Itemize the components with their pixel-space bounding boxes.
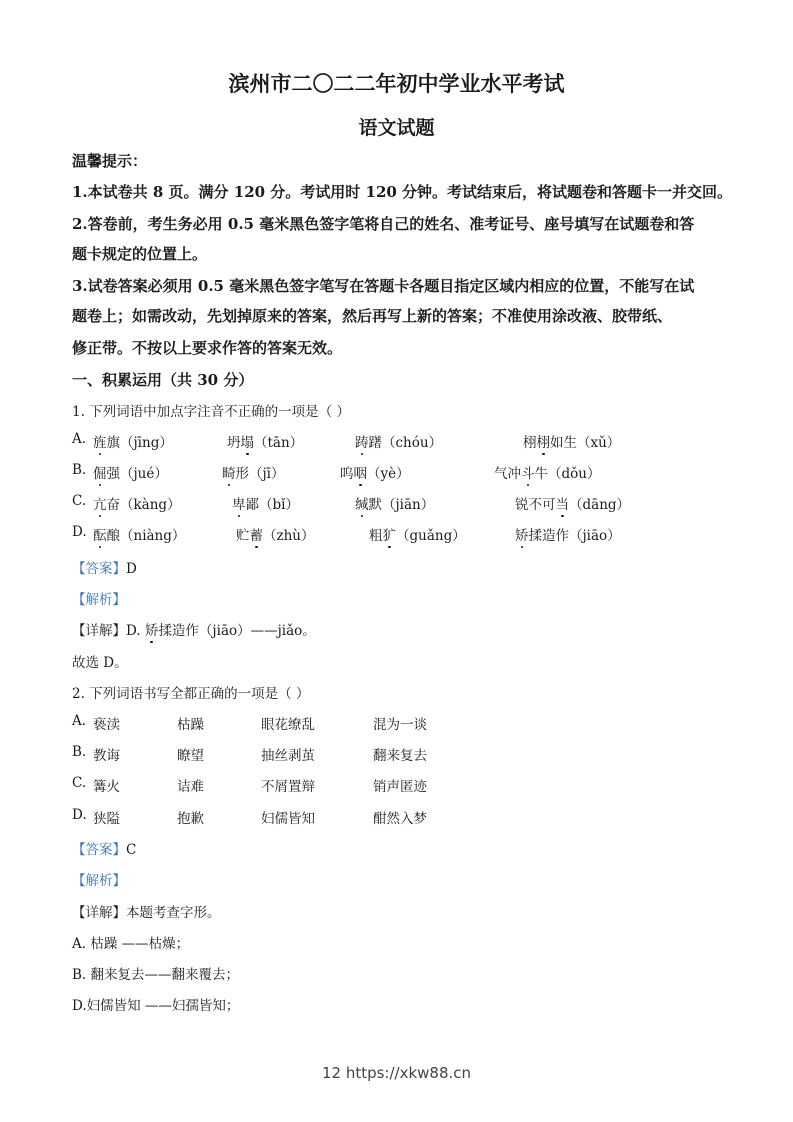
option-word: 销声匿迹: [373, 779, 427, 795]
option-item: 气冲斗牛（dǒu）: [494, 466, 601, 482]
option-word: 酣然入梦: [373, 811, 427, 827]
dotted-char: 蓄: [249, 528, 263, 544]
page-footer: 12 https://xkw88.cn: [321, 1064, 472, 1082]
notice-line-3a: 3.试卷答案必须用 0.5 毫米黑色签字笔写在答题卡各题目指定区域内相应的位置，不能写在试: [72, 277, 695, 295]
dotted-char: 亢: [93, 497, 107, 513]
notice-line-3c: 修正带。不按以上要求作答的答案无效。: [72, 339, 343, 357]
option-item: 锐不可当（dāng）: [515, 497, 631, 513]
notice-line-2a: 2.答卷前，考生务必用 0.5 毫米黑色签字笔将自己的姓名、准考证号、座号填写在试题卷和答: [72, 215, 695, 233]
option-item: 亢奋（kàng）: [93, 497, 181, 513]
exam-subtitle: 语文试题: [358, 117, 435, 139]
option-word: 抱歉: [177, 811, 204, 827]
option-letter: C.: [72, 775, 87, 791]
answer-value: C: [126, 842, 137, 858]
option-letter: D.: [72, 524, 87, 540]
option-word: 教诲: [93, 748, 120, 764]
option-letter: B.: [72, 462, 87, 478]
question-2-analysis-tag: 【解析】: [72, 873, 126, 889]
option-word: 瞭望: [177, 748, 204, 764]
dotted-char: 倔: [93, 466, 107, 482]
dotted-char: 畸: [222, 466, 236, 482]
option-word: 狭隘: [93, 811, 120, 827]
option-letter: A.: [72, 431, 87, 447]
option-word: 混为一谈: [373, 717, 427, 733]
question-2-fix-d: D.妇儒皆知 ——妇孺皆知；: [72, 998, 240, 1014]
dotted-char: 栩: [536, 435, 550, 451]
option-letter: B.: [72, 744, 87, 760]
option-letter: A.: [72, 713, 87, 729]
question-2-fix-b: B. 翻来复去——翻来覆去；: [72, 967, 240, 983]
option-item: 粗犷（guǎng）: [369, 528, 466, 544]
option-word: 妇儒皆知: [261, 811, 315, 827]
option-letter: D.: [72, 807, 87, 823]
question-2-detail: 【详解】本题考查字形。: [72, 905, 221, 921]
option-item: 倔强（jué）: [93, 466, 168, 482]
dotted-char: 旌: [93, 435, 107, 451]
notice-heading: 温馨提示：: [72, 152, 148, 170]
notice-line-1: 1.本试卷共 8 页。满分 120 分。考试用时 120 分钟。考试结束后，将试题卷和答题卡一并交回。: [72, 183, 733, 201]
dotted-char: 犷: [382, 528, 396, 544]
exam-title: 滨州市二〇二二年初中学业水平考试: [228, 71, 565, 96]
option-item: 坍塌（tān）: [227, 435, 304, 451]
question-1-answer: [72, 557, 137, 577]
dotted-char: 当: [555, 497, 569, 513]
option-item: 畸形（jī）: [222, 466, 285, 482]
answer-tag: 【答案】: [72, 842, 126, 858]
option-word: 眼花缭乱: [261, 717, 315, 733]
question-1-analysis-tag: 【解析】: [72, 592, 126, 608]
option-word: 诘难: [177, 779, 204, 795]
option-item: 旌旗（jīng）: [93, 435, 173, 451]
notice-line-3b: 题卷上；如需改动，先划掉原来的答案，然后再写上新的答案；不准使用涂改液、胶带纸、: [72, 307, 673, 325]
question-1-detail: 【详解】D. 矫揉造作（jiāo）——jiǎo。: [72, 623, 316, 639]
dotted-char: 斗: [521, 466, 535, 482]
dotted-char: 矫: [515, 528, 529, 544]
option-word: 翻来复去: [373, 748, 427, 764]
notice-line-2b: 题卡规定的位置上。: [72, 245, 208, 263]
option-item: 卑鄙（bǐ）: [232, 497, 299, 513]
option-item: 呜咽（yè）: [340, 466, 410, 482]
option-item: 栩栩如生（xǔ）: [523, 435, 621, 451]
dotted-char: 矫: [144, 623, 159, 639]
option-item: 踌躇（chóu）: [355, 435, 443, 451]
question-2-answer: [72, 838, 136, 858]
dotted-char: 塌: [240, 435, 254, 451]
option-item: 酝酿（niàng）: [93, 528, 186, 544]
option-word: 篝火: [93, 779, 120, 795]
option-word: 抽丝剥茧: [261, 748, 315, 764]
answer-tag: 【答案】: [72, 561, 126, 577]
option-item: 贮蓄（zhù）: [236, 528, 315, 544]
dotted-char: 缄: [355, 497, 369, 513]
question-2-fix-a: A. 枯躁 ——枯燥；: [72, 936, 190, 952]
dotted-char: 踌: [355, 435, 369, 451]
answer-value: D: [126, 561, 137, 577]
question-1-stem: 1. 下列词语中加点字注音不正确的一项是（ ）: [72, 404, 350, 420]
section-heading: 一、积累运用（共 30 分）: [72, 371, 254, 389]
dotted-char: 卑: [232, 497, 246, 513]
option-word: 不屑置辩: [261, 779, 315, 795]
dotted-char: 咽: [353, 466, 367, 482]
question-1-conclusion: 故选 D。: [72, 655, 128, 671]
option-item: 矫揉造作（jiāo）: [515, 528, 621, 544]
option-word: 枯躁: [177, 717, 204, 733]
dotted-char: 酝: [93, 528, 107, 544]
option-letter: C.: [72, 493, 87, 509]
option-item: 缄默（jiān）: [355, 497, 435, 513]
question-2-stem: 2. 下列词语书写全都正确的一项是（ ）: [72, 686, 310, 702]
option-word: 亵渎: [93, 717, 120, 733]
